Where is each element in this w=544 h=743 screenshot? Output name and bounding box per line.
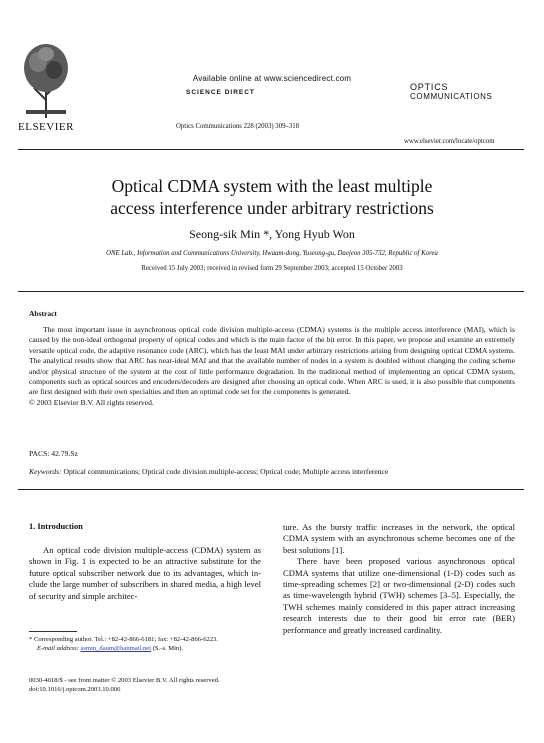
keywords-label: Keywords: [29, 467, 62, 476]
intro-paragraph-1-cont: ture. As the bursty traffic increases in the network, the optical CDMA system with an asynchronous scheme becomes one of the best solutions [1]. [283, 522, 515, 555]
abstract-bottom-divider [18, 489, 524, 490]
abstract-body [29, 325, 515, 408]
abstract-text: The most important issue in asynchronous optical code division multiple-access (CDMA) systems is the multiple access interference (MAI), which is caused by the non-ideal orthogonal property of optical codes and which is the main factor of the bit error. In this paper, we propose and examine an extremely versatile optical code, the adaptive resonance code (ARC), which has the least MAI under arbitrary restrictions arising from designing optical CDMA systems. The analytical results show that ARC has near-ideal MAI and that the available number of nodes in a system is doubled without changing the coding scheme and/or physical structure of the system at the cost of little performance degradation. In the traditional method of implementing an optical CDMA system, components such as optical sources and encoders/decoders are designed after choosing an optical code. When ARC is used, it is also possible that components are first designed with their own specialties and then an optimal code set for the components is generated. [29, 325, 515, 397]
footnote-divider [29, 631, 77, 632]
title-line-2: access interference under arbitrary restrictions [110, 198, 434, 218]
authors: Seong-sik Min *, Yong Hyub Won [189, 227, 355, 241]
abstract-heading: Abstract [29, 309, 57, 318]
abstract-copyright: © 2003 Elsevier B.V. All rights reserved. [29, 397, 154, 407]
corresponding-author: * Corresponding author. Tel.: +82-42-866-6181; fax: +82-42-866-6223. [29, 636, 219, 643]
available-online-text: Available online at www.sciencedirect.com [192, 74, 352, 83]
publisher-name: ELSEVIER [18, 121, 74, 133]
section-heading-introduction: 1. Introduction [29, 522, 83, 531]
article-title [0, 175, 544, 219]
sciencedirect-logo [186, 89, 255, 96]
journal-url[interactable]: www.elsevier.com/locate/optcom [404, 138, 495, 145]
pacs-line: PACS: 42.79.Sz [29, 449, 78, 458]
email-suffix: (S.-s. Min). [152, 645, 184, 653]
intro-paragraph-1: An optical code division multiple-access (CDMA) system as shown in Fig. 1 is expected to be an attractive substitute for the future optical subscriber network due to its advantages, which include the large number of subscribers in shared media, a high level of security and simple architec- [29, 545, 261, 601]
journal-logo-line1: OPTICS [410, 82, 449, 92]
front-matter-info [29, 676, 220, 695]
email-link[interactable]: ssmin_daum@hanmail.net [80, 645, 152, 653]
title-line-1: Optical CDMA system with the least multiple [111, 176, 433, 196]
header-divider [18, 149, 524, 150]
received-dates: Received 15 July 2003; received in revised form 29 September 2003; accepted 15 October 2003 [141, 265, 403, 272]
journal-logo [410, 82, 525, 102]
journal-logo-line2: COMMUNICATIONS [410, 92, 493, 101]
affiliation: ONE Lab., Information and Communications University, Hwaam-dong, Yuseong-gu, Daejeon 305-732, Republic of Korea [106, 250, 438, 257]
email-line [29, 644, 261, 653]
keywords-text: Optical communications; Optical code division multiple-access; Optical code; Multiple access interference [63, 467, 389, 476]
sciencedirect-text: SCIENCE DIRECT [186, 89, 255, 96]
footnote [29, 635, 261, 654]
left-column [29, 545, 261, 602]
abstract-top-divider [18, 291, 524, 292]
email-label: E-mail address: [37, 645, 80, 653]
journal-reference: Optics Communications 228 (2003) 309–318 [176, 123, 300, 130]
doi-line[interactable]: doi:10.1016/j.optcom.2003.10.006 [29, 686, 121, 694]
elsevier-tree-logo-icon [20, 40, 72, 120]
right-column [283, 522, 515, 636]
intro-paragraph-2: There have been proposed various asynchronous optical CDMA systems that utilize one-dimensional (1-D) codes such as time-spreading schemes [2] or two-dimensional (2-D) codes such as time-wavelength hybrid (TWH) schemes [3–5]. Especially, the TWH schemes mainly considered in this paper attract increasing research interests due to their good bit error rate (BER) performance and greatly increased cardinality. [283, 556, 515, 635]
issn-line: 0030-4018/$ - see front matter © 2003 Elsevier B.V. All rights reserved. [29, 677, 220, 684]
keywords-line [29, 467, 388, 476]
